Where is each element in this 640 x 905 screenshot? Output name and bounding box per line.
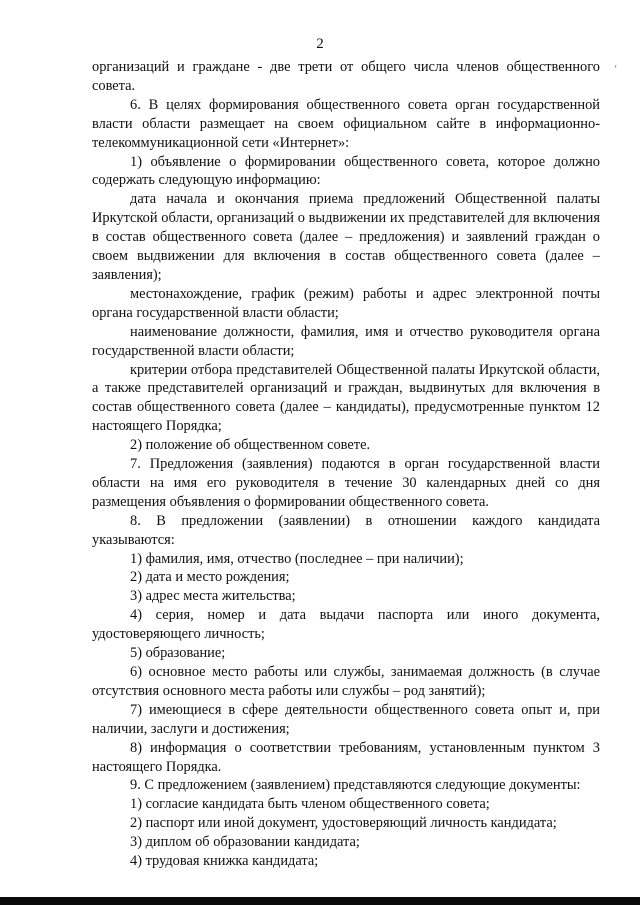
paragraph: местонахождение, график (режим) работы и адрес электронной почты органа государственной власти области; [92,285,600,321]
document-body [92,58,600,871]
paragraph: 3) диплом об образовании кандидата; [130,834,360,851]
paragraph: наименование должности, фамилия, имя и отчество руководителя органа государственной власти области; [92,323,600,359]
paragraph: 8) информация о соответствии требованиям, установленным пунктом 3 настоящего Порядка. [92,739,600,775]
scan-bottom-edge [0,897,640,905]
paragraph: 6) основное место работы или службы, занимаемая должность (в случае отсутствия основного места работы или службы – род занятий); [92,664,600,699]
paragraph: 4) трудовая книжка кандидата; [130,853,319,870]
paragraph: 1) фамилия, имя, отчество (последнее – при наличии); [130,550,464,567]
paragraph: критерии отбора представителей Общественной палаты Иркутской области, а также представителей организаций и граждан, выдвинутых для включения в состав общественного совета (далее – кандидаты), предусмотренные пунктом 12 настоящего Порядка; [92,361,600,435]
paragraph: 7) имеющиеся в сфере деятельности общественного совета опыт и, при наличии, заслуги и достижения; [92,701,600,737]
page-number: 2 [316,36,324,52]
paragraph: 2) дата и место рождения; [130,569,290,586]
paragraph: 1) объявление о формировании общественного совета, которое должно содержать следующую информацию: [92,153,600,189]
paragraph: 1) согласие кандидата быть членом общественного совета; [130,796,490,813]
paragraph: 4) серия, номер и дата выдачи паспорта или иного документа, удостоверяющего личность; [92,607,600,643]
paragraph: дата начала и окончания приема предложений Общественной палаты Иркутской области, организаций о выдвижении их представителей для включения в состав общественного совета (далее – предложения) и заявлений граждан о своем выдвижении для включения в состав общественного совета (далее – заявления); [92,191,600,283]
paragraph: 5) образование; [130,645,226,662]
paragraph: 2) положение об общественном совете. [130,437,371,454]
paragraph: 2) паспорт или иной документ, удостоверяющий личность кандидата; [130,815,557,832]
paragraph: организаций и граждане - две трети от общего числа членов общественного совета. [92,59,600,94]
margin-mark: ‘ [614,64,618,75]
paragraph: 3) адрес места жительства; [130,588,296,605]
paragraph: 8. В предложении (заявлении) в отношении каждого кандидата указываются: [92,512,600,548]
paragraph: 9. С предложением (заявлением) представляются следующие документы: [130,777,581,794]
paragraph: 7. Предложения (заявления) подаются в орган государственной власти области на имя его руководителя в течение 30 календарных дней со дня размещения объявления о формировании общественного совета. [92,456,600,510]
paragraph: 6. В целях формирования общественного совета орган государственной власти области размещает на своем официальном сайте в информационно-телекоммуникационной сети «Интернет»: [92,96,600,151]
